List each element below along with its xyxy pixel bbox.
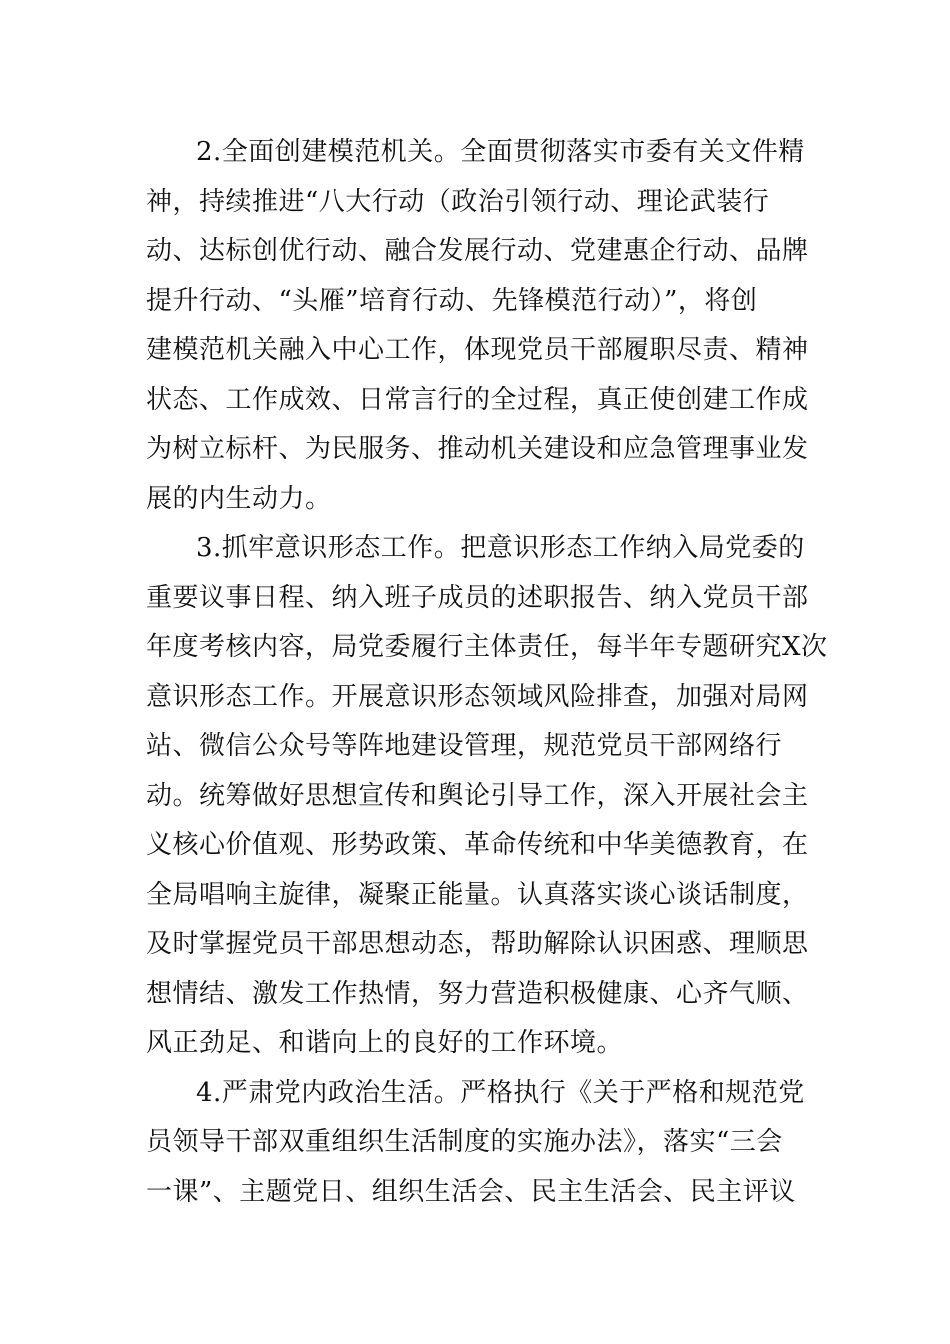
paragraph-2-line-2: 神，持续推进“八大行动（政治引领行动、理论武装行 [146, 187, 770, 217]
paragraph-2-line-3: 动、达标创优行动、融合发展行动、党建惠企行动、品牌 [146, 236, 809, 266]
paragraph-3-line-2: 重要议事日程、纳入班子成员的述职报告、纳入党员干部 [146, 583, 809, 613]
paragraph-3-line-6: 动。统筹做好思想宣传和舆论引导工作，深入开展社会主 [146, 781, 809, 811]
paragraph-3-line-8: 全局唱响主旋律，凝聚正能量。认真落实谈心谈话制度， [146, 880, 809, 910]
paragraph-3-line-1: 3.抓牢意识形态工作。把意识形态工作纳入局党委的 [196, 533, 805, 563]
paragraph-3-line-7: 义核心价值观、形势政策、革命传统和中华美德教育，在 [146, 830, 809, 860]
paragraph-4-line-1: 4.严肃党内政治生活。严格执行《关于严格和规范党 [196, 1078, 805, 1108]
paragraph-2-line-6: 状态、工作成效、日常言行的全过程，真正使创建工作成 [146, 385, 809, 415]
paragraph-3-line-11: 风正劲足、和谐向上的良好的工作环境。 [146, 1028, 624, 1058]
paragraph-2-line-1: 2.全面创建模范机关。全面贯彻落实市委有关文件精 [196, 137, 805, 167]
paragraph-2-line-7: 为树立标杆、为民服务、推动机关建设和应急管理事业发 [146, 434, 809, 464]
paragraph-2-line-4: 提升行动、“头雁”培育行动、先锋模范行动）”，将创 [146, 286, 758, 316]
paragraph-2-line-5: 建模范机关融入中心工作，体现党员干部履职尽责、精神 [146, 335, 809, 365]
paragraph-2-line-8: 展的内生动力。 [146, 484, 332, 514]
paragraph-3-line-10: 想情结、激发工作热情，努力营造积极健康、心齐气顺、 [146, 979, 809, 1009]
paragraph-4-line-2: 员领导干部双重组织生活制度的实施办法》，落实“三会 [146, 1127, 783, 1157]
paragraph-4-line-3: 一课”、主题党日、组织生活会、民主生活会、民主评议 [146, 1177, 796, 1207]
paragraph-3-line-4: 意识形态工作。开展意识形态领域风险排查，加强对局网 [146, 682, 809, 712]
paragraph-3-line-3: 年度考核内容，局党委履行主体责任，每半年专题研究X次 [146, 632, 828, 662]
paragraph-3-line-5: 站、微信公众号等阵地建设管理，规范党员干部网络行 [146, 731, 783, 761]
paragraph-3-line-9: 及时掌握党员干部思想动态，帮助解除认识困惑、理顺思 [146, 929, 809, 959]
